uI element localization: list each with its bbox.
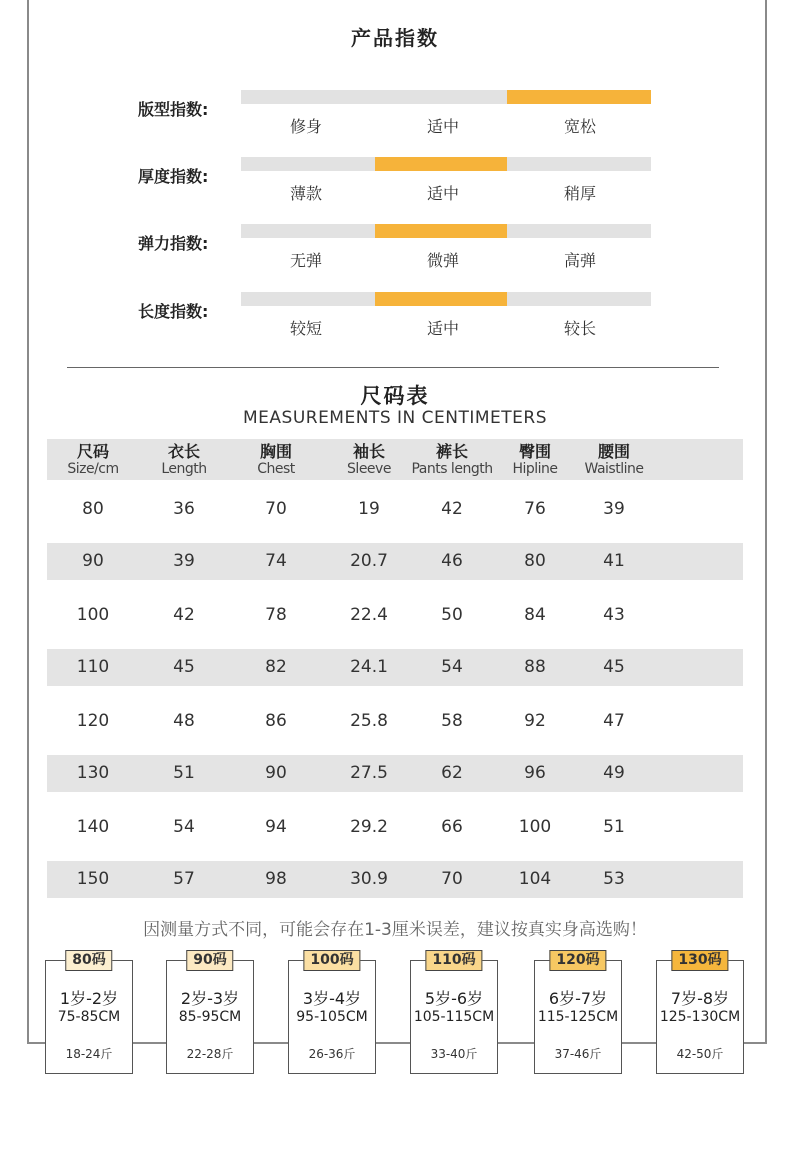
table-cell: 51 [603, 817, 625, 837]
table-cell: 42 [173, 605, 195, 625]
age-range: 2岁-3岁 [180, 989, 240, 1008]
header-zh: 裤长 [435, 442, 468, 461]
header-en: Sleeve [347, 461, 391, 477]
header-en: Size/cm [67, 461, 119, 477]
table-cell: 47 [603, 711, 625, 731]
table-cell: 100 [76, 605, 110, 625]
table-cell: 46 [441, 551, 463, 571]
table-cell: 42 [441, 499, 463, 519]
index-label: 厚度指数: [138, 167, 209, 186]
index-bar-segment [241, 224, 375, 238]
size-guide-card [410, 952, 498, 1074]
age-range: 1岁-2岁 [59, 989, 119, 1008]
height-range: 105-115CM [413, 1009, 495, 1025]
weight-range: 22-28斤 [186, 1047, 234, 1061]
measurement-note: 因测量方式不同，可能会存在1-3厘米误差，建议按真实身高选购！ [143, 920, 647, 940]
size-badge: 80码 [65, 950, 112, 971]
height-range: 85-95CM [178, 1009, 242, 1025]
table-cell: 49 [603, 763, 625, 783]
table-cell: 100 [518, 817, 552, 837]
table-cell: 54 [441, 657, 463, 677]
table-cell: 50 [441, 605, 463, 625]
age-range: 5岁-6岁 [424, 989, 484, 1008]
table-cell: 41 [603, 551, 625, 571]
weight-range: 33-40斤 [430, 1047, 478, 1061]
table-row [47, 703, 743, 740]
index-bar-segment [375, 90, 507, 104]
header-zh: 衣长 [167, 442, 200, 461]
table-cell: 150 [76, 869, 110, 889]
size-guide-card [288, 952, 376, 1074]
table-header-cell [226, 439, 326, 478]
index-label: 长度指数: [138, 302, 209, 321]
table-cell: 57 [173, 869, 195, 889]
index-label: 弹力指数: [138, 234, 209, 253]
table-cell: 90 [265, 763, 287, 783]
table-row [47, 809, 743, 846]
table-cell: 130 [76, 763, 110, 783]
table-cell: 20.7 [350, 551, 388, 571]
height-range: 75-85CM [57, 1009, 121, 1025]
index-bar-segment [507, 224, 651, 238]
table-row [47, 491, 743, 528]
size-badge: 90码 [186, 950, 233, 971]
table-cell: 120 [76, 711, 110, 731]
size-chart-title: 尺码表 [360, 384, 430, 408]
weight-range: 37-46斤 [554, 1047, 602, 1061]
index-bar-selected [375, 224, 507, 238]
table-cell: 53 [603, 869, 625, 889]
header-zh: 臀围 [518, 442, 551, 461]
index-bar-selected [375, 157, 507, 171]
weight-range: 18-24斤 [65, 1047, 113, 1061]
header-en: Waistline [584, 461, 644, 477]
index-option-label: 较长 [563, 319, 596, 338]
header-zh: 腰围 [597, 442, 630, 461]
table-cell: 94 [265, 817, 287, 837]
index-bar-selected [507, 90, 651, 104]
index-option-label: 适中 [426, 319, 459, 338]
table-row [47, 649, 743, 686]
table-cell: 29.2 [350, 817, 388, 837]
size-guide-card [534, 952, 622, 1074]
table-cell: 58 [441, 711, 463, 731]
table-row [47, 861, 743, 898]
index-option-label: 无弹 [289, 251, 322, 270]
table-cell: 74 [265, 551, 287, 571]
table-cell: 80 [82, 499, 104, 519]
table-header-cell [43, 439, 143, 478]
table-row [47, 755, 743, 792]
table-cell: 39 [603, 499, 625, 519]
table-row [47, 543, 743, 580]
table-cell: 22.4 [350, 605, 388, 625]
size-badge: 120码 [549, 950, 606, 971]
index-bar-segment [241, 157, 375, 171]
table-cell: 86 [265, 711, 287, 731]
table-cell: 80 [524, 551, 546, 571]
table-cell: 84 [524, 605, 546, 625]
table-cell: 62 [441, 763, 463, 783]
size-guide-card [45, 952, 133, 1074]
table-cell: 24.1 [350, 657, 388, 677]
height-range: 115-125CM [537, 1009, 619, 1025]
table-cell: 104 [518, 869, 552, 889]
table-header-cell [564, 439, 664, 478]
table-cell: 90 [82, 551, 104, 571]
table-cell: 54 [173, 817, 195, 837]
table-cell: 51 [173, 763, 195, 783]
table-cell: 30.9 [350, 869, 388, 889]
table-cell: 66 [441, 817, 463, 837]
table-cell: 19 [358, 499, 380, 519]
age-range: 3岁-4岁 [302, 989, 362, 1008]
table-cell: 92 [524, 711, 546, 731]
size-chart-subtitle: MEASUREMENTS IN CENTIMETERS [242, 408, 548, 428]
index-option-label: 薄款 [289, 184, 322, 203]
table-cell: 43 [603, 605, 625, 625]
header-en: Pants length [411, 461, 493, 477]
table-row [47, 597, 743, 634]
table-cell: 76 [524, 499, 546, 519]
table-cell: 70 [441, 869, 463, 889]
table-cell: 96 [524, 763, 546, 783]
table-cell: 88 [524, 657, 546, 677]
table-cell: 48 [173, 711, 195, 731]
index-bar-segment [507, 157, 651, 171]
table-cell: 98 [265, 869, 287, 889]
age-range: 7岁-8岁 [670, 989, 730, 1008]
header-en: Chest [257, 461, 295, 477]
index-option-label: 适中 [426, 117, 459, 136]
index-option-label: 高弹 [563, 251, 596, 270]
table-cell: 82 [265, 657, 287, 677]
table-cell: 140 [76, 817, 110, 837]
header-en: Hipline [512, 461, 558, 477]
table-cell: 70 [265, 499, 287, 519]
header-zh: 尺码 [76, 442, 109, 461]
index-option-label: 稍厚 [563, 184, 596, 203]
size-table-header [47, 439, 743, 480]
weight-range: 26-36斤 [308, 1047, 356, 1061]
size-badge: 130码 [671, 950, 728, 971]
age-range: 6岁-7岁 [548, 989, 608, 1008]
header-zh: 胸围 [259, 442, 292, 461]
index-bar-segment [241, 292, 375, 306]
index-label: 版型指数: [138, 100, 209, 119]
index-bar-selected [375, 292, 507, 306]
table-cell: 39 [173, 551, 195, 571]
index-option-label: 适中 [426, 184, 459, 203]
size-guide-card [656, 952, 744, 1074]
table-cell: 27.5 [350, 763, 388, 783]
header-en: Length [161, 461, 207, 477]
table-cell: 36 [173, 499, 195, 519]
table-header-cell [134, 439, 234, 478]
section-divider [67, 367, 719, 368]
weight-range: 42-50斤 [676, 1047, 724, 1061]
size-badge: 100码 [303, 950, 360, 971]
header-zh: 袖长 [352, 442, 385, 461]
index-option-label: 较短 [289, 319, 322, 338]
size-badge: 110码 [425, 950, 482, 971]
index-option-label: 微弹 [426, 251, 459, 270]
table-cell: 110 [76, 657, 110, 677]
table-cell: 25.8 [350, 711, 388, 731]
size-guide-card [166, 952, 254, 1074]
height-range: 95-105CM [296, 1009, 368, 1025]
index-option-label: 修身 [289, 117, 322, 136]
index-bar-segment [241, 90, 375, 104]
index-option-label: 宽松 [563, 117, 596, 136]
table-cell: 45 [603, 657, 625, 677]
table-cell: 78 [265, 605, 287, 625]
index-bar-segment [507, 292, 651, 306]
product-index-title: 产品指数 [351, 26, 439, 50]
height-range: 125-130CM [659, 1009, 741, 1025]
table-cell: 45 [173, 657, 195, 677]
